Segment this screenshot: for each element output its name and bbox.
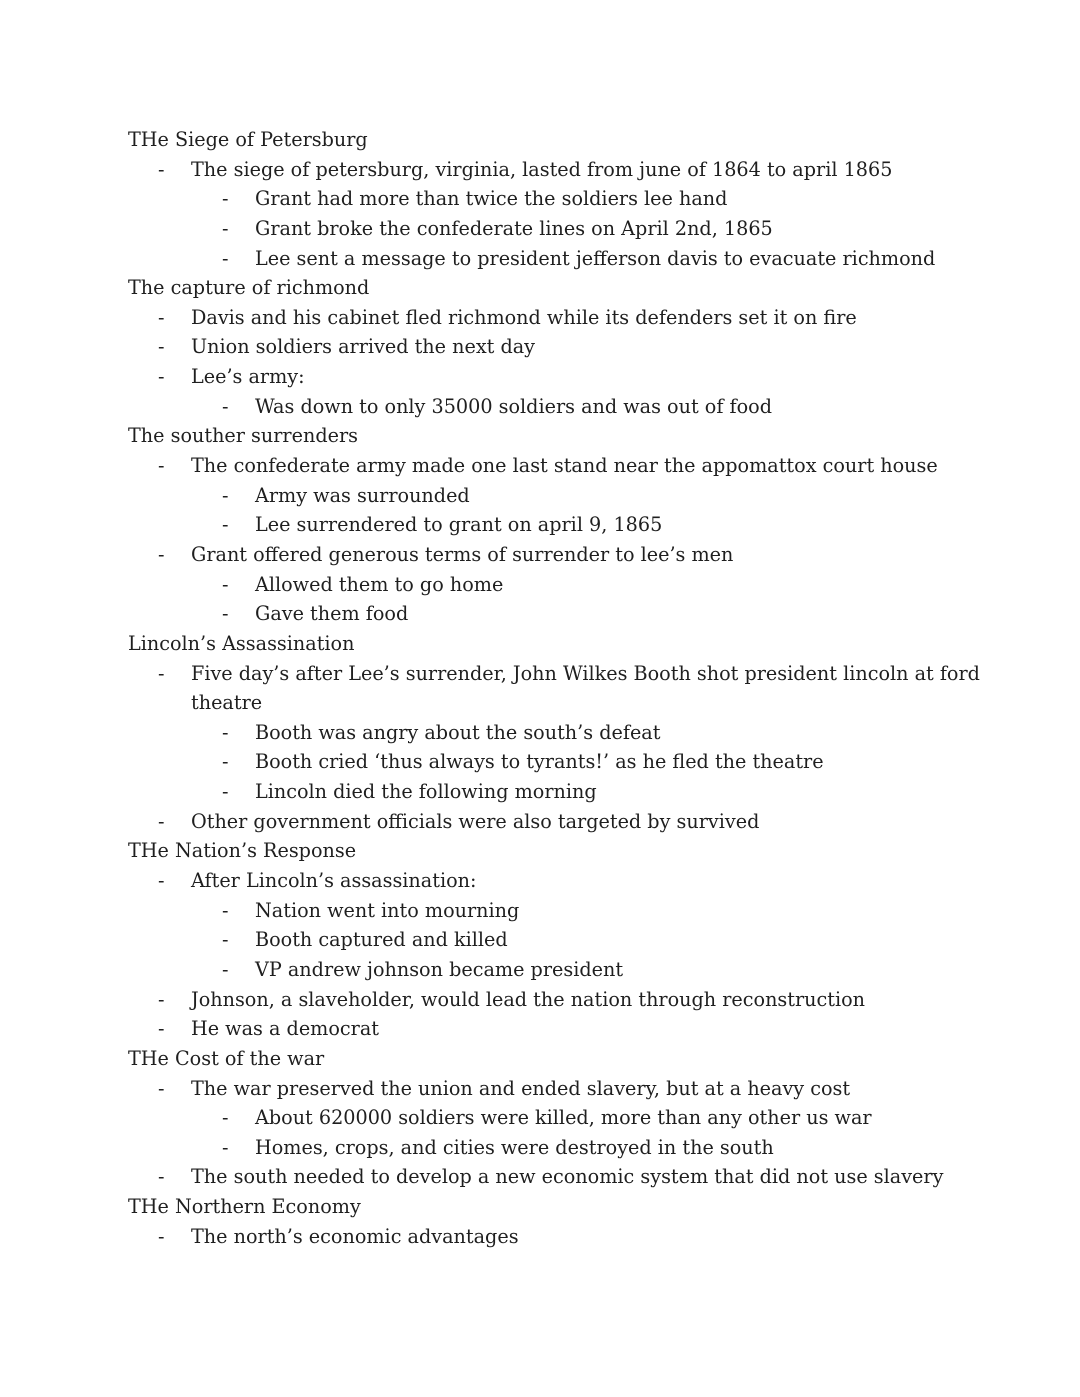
bullet-dash: - (222, 572, 229, 596)
sub-bullet-item (0, 570, 1080, 600)
bullet-text: Lee surrendered to grant on april 9, 1865 (255, 513, 663, 537)
bullet-text: Grant had more than twice the soldiers lee hand (255, 187, 728, 211)
sub-bullet-item (0, 184, 1080, 214)
bullet-dash: - (158, 365, 165, 389)
bullet-item (0, 1014, 1080, 1044)
bullet-text: He was a democrat (191, 1017, 379, 1041)
bullet-dash: - (158, 1165, 165, 1189)
bullet-text: Booth was angry about the south’s defeat (255, 720, 661, 744)
bullet-text: Other government officials were also targeted by survived (191, 809, 760, 833)
sub-bullet-item (0, 392, 1080, 422)
section-heading: THe Siege of Petersburg (128, 128, 368, 151)
bullet-text: Lee’s army: (191, 365, 305, 389)
bullet-text: About 620000 soldiers were killed, more than any other us war (255, 1106, 872, 1130)
bullet-text: Nation went into mourning (255, 898, 520, 922)
bullet-text: Was down to only 35000 soldiers and was out of food (255, 394, 773, 418)
sub-bullet-item (0, 510, 1080, 540)
bullet-item (0, 1222, 1080, 1252)
section-heading: THe Nation’s Response (128, 839, 357, 863)
bullet-item (0, 1162, 1080, 1192)
bullet-dash: - (222, 216, 229, 240)
bullet-item (0, 866, 1080, 896)
sub-bullet-item (0, 925, 1080, 955)
bullet-dash: - (222, 720, 229, 744)
bullet-dash: - (158, 1017, 165, 1041)
bullet-text: theatre (191, 691, 263, 715)
bullet-item (0, 807, 1080, 837)
bullet-dash: - (222, 483, 229, 507)
bullet-text: Army was surrounded (255, 483, 470, 507)
bullet-dash: - (222, 928, 229, 952)
bullet-text: Grant broke the confederate lines on April 2nd, 1865 (255, 216, 773, 240)
bullet-item (0, 332, 1080, 362)
bullet-dash: - (158, 335, 165, 359)
sub-bullet-item (0, 777, 1080, 807)
sub-bullet-item (0, 747, 1080, 777)
bullet-text: The south needed to develop a new economic system that did not use slavery (191, 1165, 944, 1189)
bullet-dash: - (222, 394, 229, 418)
bullet-text: After Lincoln’s assassination: (191, 869, 477, 893)
bullet-text: Grant offered generous terms of surrender to lee’s men (191, 542, 734, 566)
bullet-dash: - (158, 809, 165, 833)
sub-bullet-item (0, 214, 1080, 244)
bullet-dash: - (222, 513, 229, 537)
bullet-dash: - (222, 780, 229, 804)
bullet-text: The siege of petersburg, virginia, lasted from june of 1864 to april 1865 (191, 157, 893, 181)
continuation-line (0, 688, 1080, 718)
section-heading: THe Cost of the war (128, 1046, 325, 1070)
bullet-text: Lee sent a message to president jefferson davis to evacuate richmond (255, 246, 936, 270)
bullet-dash: - (222, 1135, 229, 1159)
bullet-item (0, 985, 1080, 1015)
bullet-text: Homes, crops, and cities were destroyed in the south (255, 1135, 774, 1159)
bullet-text: Five day’s after Lee’s surrender, John Wilkes Booth shot president lincoln at ford (191, 661, 980, 685)
bullet-dash: - (222, 898, 229, 922)
bullet-text: Johnson, a slaveholder, would lead the nation through reconstruction (191, 987, 866, 1011)
bullet-text: Allowed them to go home (255, 572, 504, 596)
sub-bullet-item (0, 1133, 1080, 1163)
bullet-dash: - (222, 187, 229, 211)
bullet-dash: - (158, 157, 165, 181)
sub-bullet-item (0, 896, 1080, 926)
bullet-item (0, 303, 1080, 333)
bullet-dash: - (158, 454, 165, 478)
section-heading: The capture of richmond (128, 276, 370, 300)
sub-bullet-item (0, 955, 1080, 985)
section-heading: THe Northern Economy (128, 1195, 361, 1219)
bullet-dash: - (222, 1106, 229, 1130)
section-heading: Lincoln’s Assassination (128, 631, 355, 655)
sub-bullet-item (0, 1103, 1080, 1133)
bullet-dash: - (158, 542, 165, 566)
bullet-text: The confederate army made one last stand near the appomattox court house (191, 454, 938, 478)
bullet-text: The war preserved the union and ended slavery, but at a heavy cost (191, 1076, 851, 1100)
bullet-text: The north’s economic advantages (191, 1224, 519, 1248)
sub-bullet-item (0, 244, 1080, 274)
sub-bullet-item (0, 481, 1080, 511)
bullet-text: Union soldiers arrived the next day (191, 335, 536, 359)
bullet-text: Davis and his cabinet fled richmond while its defenders set it on fire (191, 305, 857, 329)
bullet-text: Lincoln died the following morning (255, 780, 597, 804)
bullet-text: Booth cried ‘thus always to tyrants!’ as he fled the theatre (255, 750, 824, 774)
bullet-item (0, 659, 1080, 689)
bullet-item (0, 451, 1080, 481)
bullet-text: Gave them food (255, 602, 409, 626)
bullet-item (0, 1074, 1080, 1104)
bullet-dash: - (158, 1224, 165, 1248)
bullet-item (0, 155, 1080, 185)
bullet-dash: - (222, 750, 229, 774)
notes-document (0, 125, 1080, 1251)
bullet-text: VP andrew johnson became president (255, 957, 624, 981)
bullet-dash: - (222, 957, 229, 981)
bullet-dash: - (158, 661, 165, 685)
bullet-item (0, 362, 1080, 392)
bullet-dash: - (158, 305, 165, 329)
section-heading: The souther surrenders (128, 424, 358, 448)
bullet-dash: - (158, 869, 165, 893)
bullet-dash: - (222, 602, 229, 626)
sub-bullet-item (0, 718, 1080, 748)
bullet-dash: - (158, 1076, 165, 1100)
bullet-dash: - (158, 987, 165, 1011)
sub-bullet-item (0, 599, 1080, 629)
bullet-dash: - (222, 246, 229, 270)
bullet-item (0, 540, 1080, 570)
bullet-text: Booth captured and killed (255, 928, 508, 952)
